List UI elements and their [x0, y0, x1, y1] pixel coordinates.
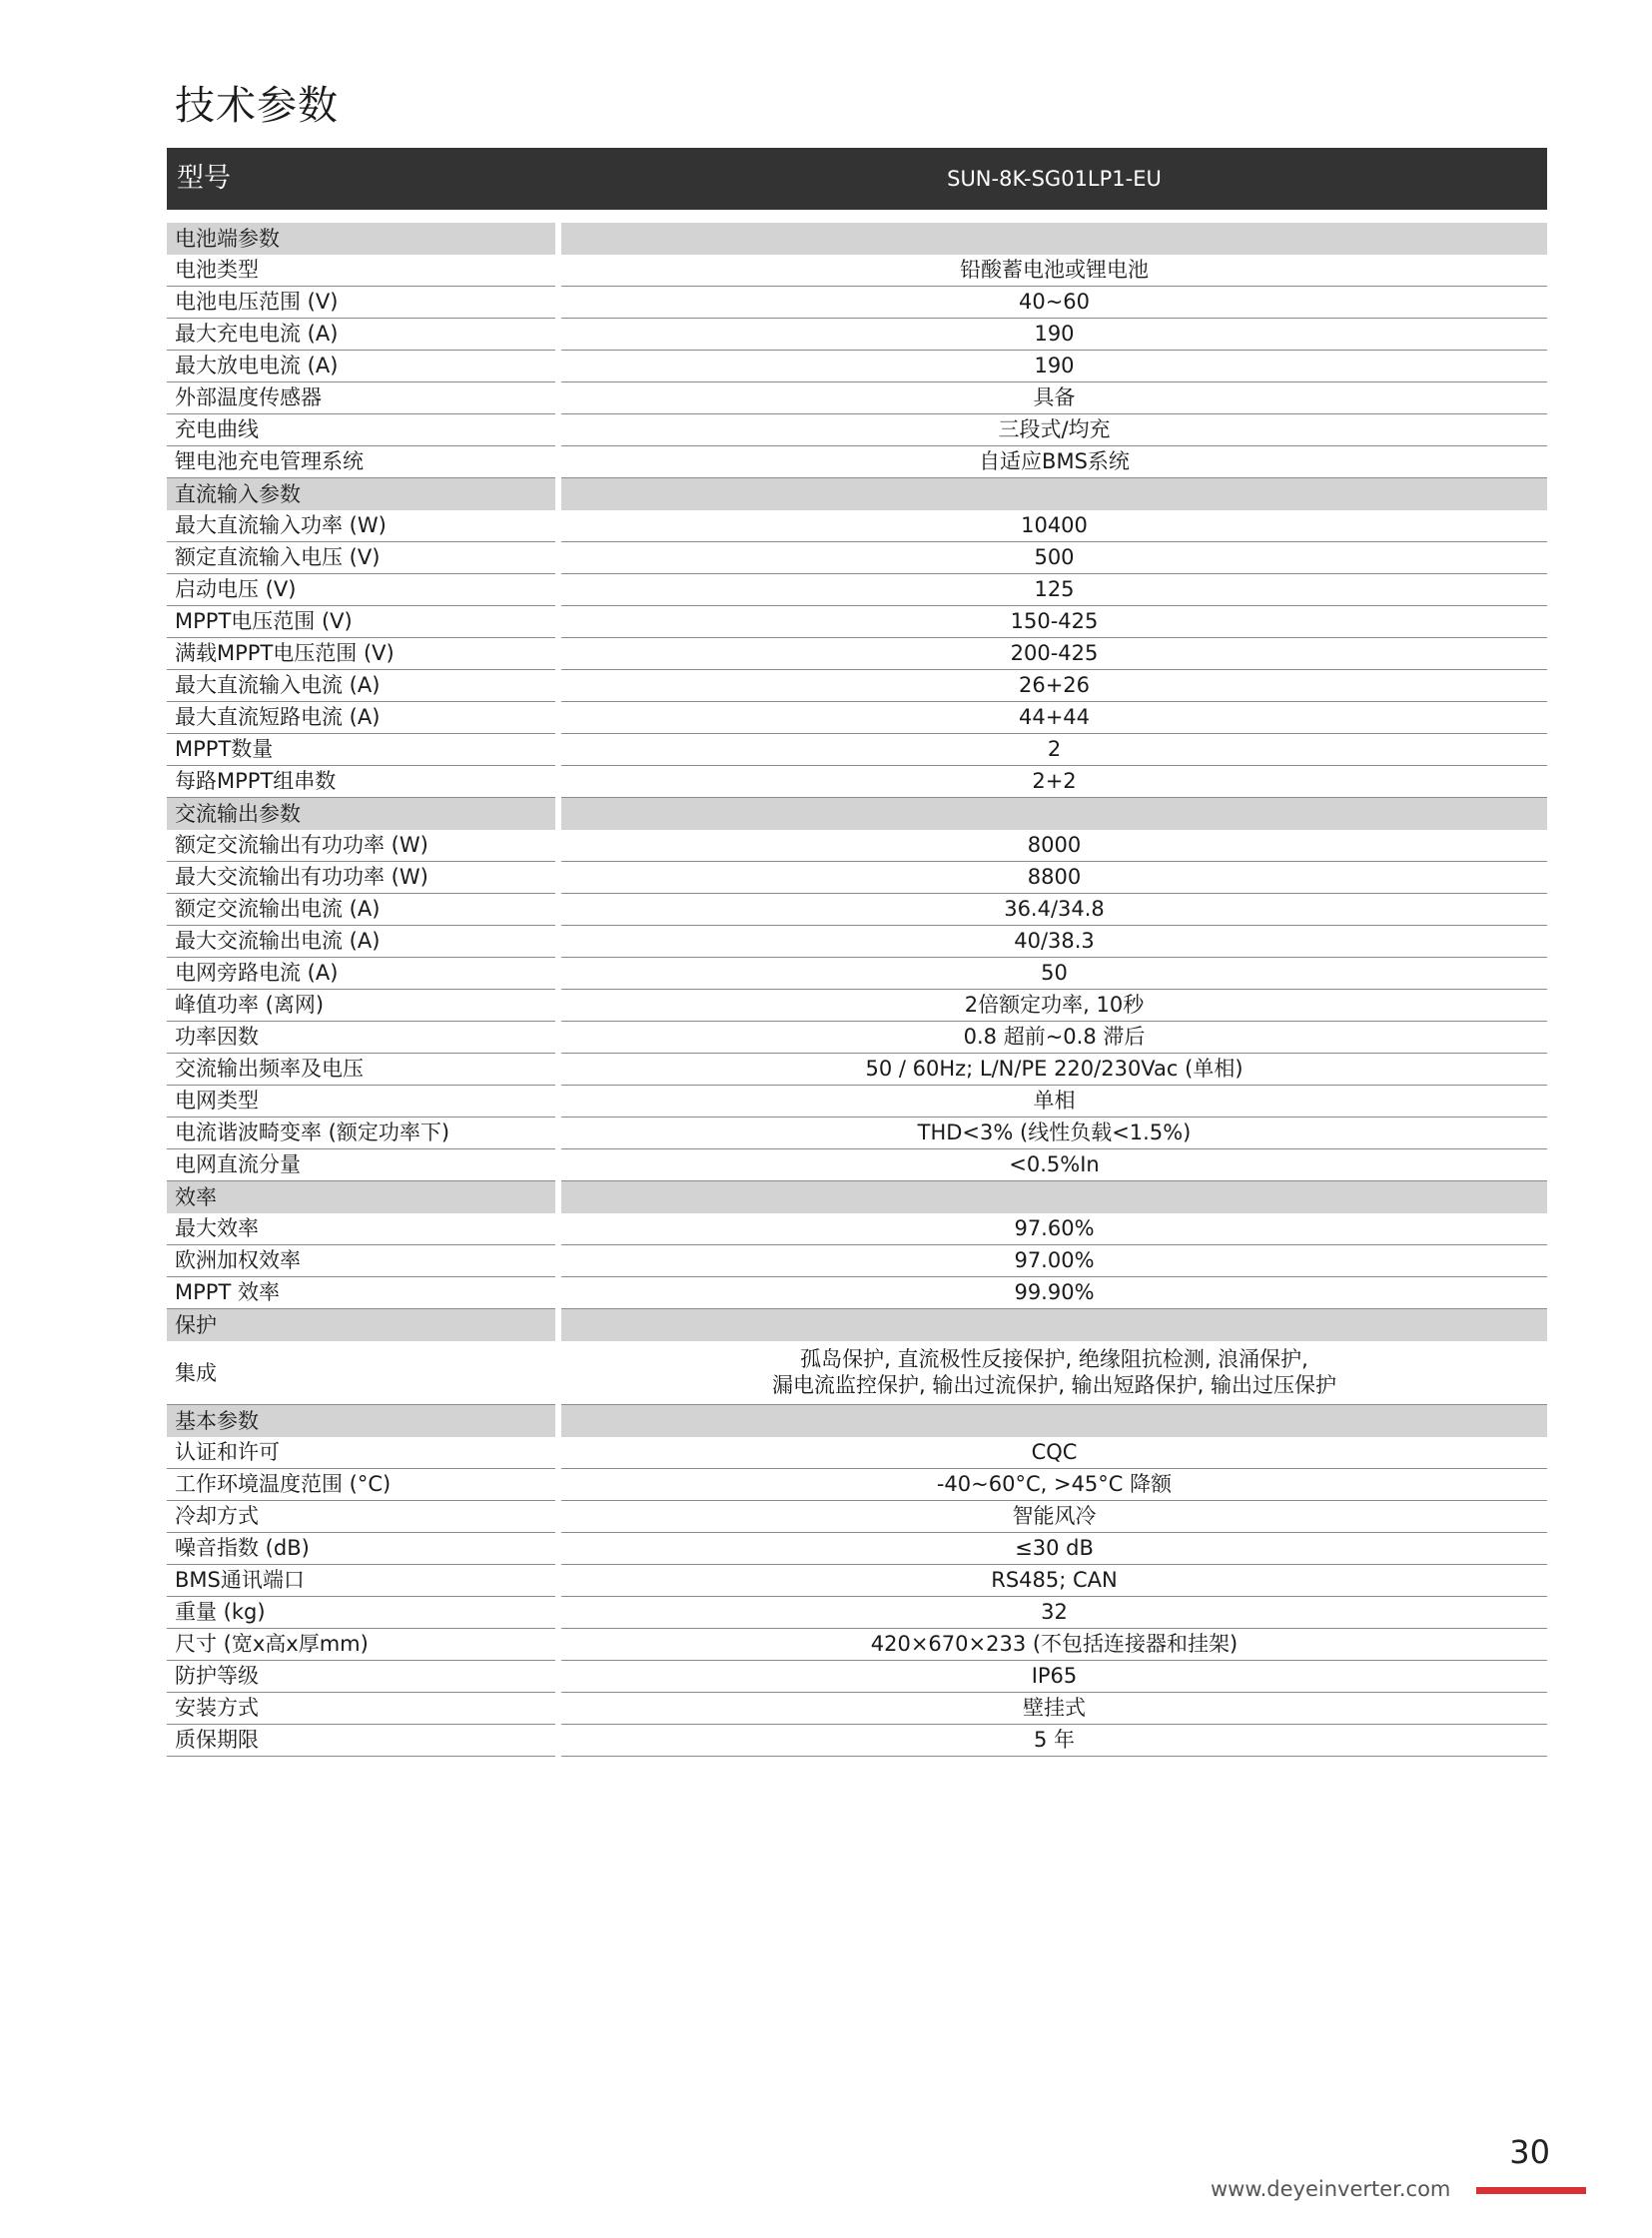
section-title: 效率 — [167, 1181, 555, 1213]
param-value: 10400 — [561, 510, 1547, 542]
table-row — [167, 574, 1547, 606]
param-name: 最大效率 — [167, 1213, 555, 1245]
param-name: 欧洲加权效率 — [167, 1245, 555, 1277]
param-name: 电池电压范围 (V) — [167, 287, 555, 319]
section-value-cell — [561, 1309, 1547, 1341]
param-name: 电网直流分量 — [167, 1149, 555, 1181]
param-name: 电池类型 — [167, 255, 555, 287]
model-header-bar — [167, 148, 1547, 210]
param-name: 防护等级 — [167, 1661, 555, 1693]
param-value-line: 孤岛保护, 直流极性反接保护, 绝缘阻抗检测, 浪涌保护, — [800, 1347, 1308, 1371]
param-value: 铅酸蓄电池或锂电池 — [561, 255, 1547, 287]
page-title: 技术参数 — [175, 83, 339, 129]
model-label: 型号 — [177, 163, 231, 194]
param-value: 8800 — [561, 862, 1547, 894]
param-name: 工作环境温度范围 (°C) — [167, 1469, 555, 1501]
table-row — [167, 1725, 1547, 1757]
param-value: 97.00% — [561, 1245, 1547, 1277]
section-title: 保护 — [167, 1309, 555, 1341]
param-value: THD<3% (线性负载<1.5%) — [561, 1118, 1547, 1149]
param-name: 峰值功率 (离网) — [167, 990, 555, 1022]
param-name: 电流谐波畸变率 (额定功率下) — [167, 1118, 555, 1149]
param-value: CQC — [561, 1437, 1547, 1469]
table-row — [167, 702, 1547, 734]
param-name: 每路MPPT组串数 — [167, 766, 555, 798]
param-name: 交流输出频率及电压 — [167, 1054, 555, 1086]
table-row — [167, 287, 1547, 319]
param-value: 50 / 60Hz; L/N/PE 220/230Vac (单相) — [561, 1054, 1547, 1086]
param-name: 噪音指数 (dB) — [167, 1533, 555, 1565]
param-name: 质保期限 — [167, 1725, 555, 1757]
param-name: MPPT电压范围 (V) — [167, 606, 555, 638]
table-row — [167, 1118, 1547, 1149]
table-row — [167, 1245, 1547, 1277]
param-value: 2+2 — [561, 766, 1547, 798]
param-value: <0.5%In — [561, 1149, 1547, 1181]
table-row — [167, 1597, 1547, 1629]
param-value-line: 漏电流监控保护, 输出过流保护, 输出短路保护, 输出过压保护 — [771, 1373, 1337, 1397]
param-value: -40~60°C, >45°C 降额 — [561, 1469, 1547, 1501]
footer-accent-bar — [1476, 2187, 1586, 2194]
table-row — [167, 1629, 1547, 1661]
param-name: 最大直流输入功率 (W) — [167, 510, 555, 542]
param-value: 125 — [561, 574, 1547, 606]
param-name: 最大交流输出有功功率 (W) — [167, 862, 555, 894]
table-row — [167, 542, 1547, 574]
spec-table — [167, 223, 1547, 1757]
table-row — [167, 1022, 1547, 1054]
param-name: 满载MPPT电压范围 (V) — [167, 638, 555, 670]
table-row — [167, 319, 1547, 351]
table-row — [167, 894, 1547, 926]
param-value: 40~60 — [561, 287, 1547, 319]
section-header — [167, 1405, 1547, 1437]
param-name: 冷却方式 — [167, 1501, 555, 1533]
table-row — [167, 446, 1547, 478]
section-title: 直流输入参数 — [167, 478, 555, 510]
param-value: ≤30 dB — [561, 1533, 1547, 1565]
table-row — [167, 606, 1547, 638]
section-value-cell — [561, 223, 1547, 255]
param-name: 锂电池充电管理系统 — [167, 446, 555, 478]
param-name: 尺寸 (宽x高x厚mm) — [167, 1629, 555, 1661]
table-row — [167, 1693, 1547, 1725]
param-value: 三段式/均充 — [561, 414, 1547, 446]
table-row — [167, 1661, 1547, 1693]
param-value: RS485; CAN — [561, 1565, 1547, 1597]
param-value: 2 — [561, 734, 1547, 766]
table-row — [167, 1565, 1547, 1597]
param-name: 最大充电电流 (A) — [167, 319, 555, 351]
param-name: BMS通讯端口 — [167, 1565, 555, 1597]
table-row — [167, 382, 1547, 414]
section-header — [167, 1181, 1547, 1213]
param-value: 500 — [561, 542, 1547, 574]
section-value-cell — [561, 798, 1547, 830]
param-value: 99.90% — [561, 1277, 1547, 1309]
param-name: 充电曲线 — [167, 414, 555, 446]
table-row — [167, 1086, 1547, 1118]
table-row — [167, 1277, 1547, 1309]
param-name: 最大直流短路电流 (A) — [167, 702, 555, 734]
param-name: 最大交流输出电流 (A) — [167, 926, 555, 958]
table-row — [167, 638, 1547, 670]
param-name: 额定交流输出有功功率 (W) — [167, 830, 555, 862]
param-name: 启动电压 (V) — [167, 574, 555, 606]
table-row — [167, 990, 1547, 1022]
param-name: 电网类型 — [167, 1086, 555, 1118]
section-value-cell — [561, 1181, 1547, 1213]
param-name: 最大直流输入电流 (A) — [167, 670, 555, 702]
param-name: 最大放电电流 (A) — [167, 351, 555, 382]
table-row — [167, 1213, 1547, 1245]
param-value: 自适应BMS系统 — [561, 446, 1547, 478]
table-row — [167, 1341, 1547, 1405]
param-name: 认证和许可 — [167, 1437, 555, 1469]
table-row — [167, 670, 1547, 702]
param-value: 97.60% — [561, 1213, 1547, 1245]
param-name: 额定交流输出电流 (A) — [167, 894, 555, 926]
footer-url[interactable]: www.deyeinverter.com — [1211, 2177, 1451, 2201]
table-row — [167, 1054, 1547, 1086]
param-value: 150-425 — [561, 606, 1547, 638]
table-row — [167, 351, 1547, 382]
table-row — [167, 1469, 1547, 1501]
table-row — [167, 510, 1547, 542]
table-row — [167, 1533, 1547, 1565]
param-value: 2倍额定功率, 10秒 — [561, 990, 1547, 1022]
table-row — [167, 766, 1547, 798]
section-value-cell — [561, 1405, 1547, 1437]
table-row — [167, 958, 1547, 990]
param-value: IP65 — [561, 1661, 1547, 1693]
table-row — [167, 1149, 1547, 1181]
table-row — [167, 1437, 1547, 1469]
param-value: 36.4/34.8 — [561, 894, 1547, 926]
param-value: 40/38.3 — [561, 926, 1547, 958]
param-name: 额定直流输入电压 (V) — [167, 542, 555, 574]
param-value: 200-425 — [561, 638, 1547, 670]
param-name: MPPT数量 — [167, 734, 555, 766]
param-value: 420×670×233 (不包括连接器和挂架) — [561, 1629, 1547, 1661]
param-value: 智能风冷 — [561, 1501, 1547, 1533]
model-value: SUN-8K-SG01LP1-EU — [947, 167, 1162, 191]
param-value: 26+26 — [561, 670, 1547, 702]
section-title: 基本参数 — [167, 1405, 555, 1437]
section-value-cell — [561, 478, 1547, 510]
table-row — [167, 1501, 1547, 1533]
param-value: 50 — [561, 958, 1547, 990]
table-row — [167, 862, 1547, 894]
param-value: 0.8 超前~0.8 滞后 — [561, 1022, 1547, 1054]
param-value: 具备 — [561, 382, 1547, 414]
param-value: 190 — [561, 319, 1547, 351]
param-name: 安装方式 — [167, 1693, 555, 1725]
param-value — [561, 1341, 1547, 1405]
param-value: 32 — [561, 1597, 1547, 1629]
param-name: 重量 (kg) — [167, 1597, 555, 1629]
section-header — [167, 478, 1547, 510]
table-row — [167, 414, 1547, 446]
param-value: 190 — [561, 351, 1547, 382]
param-name: MPPT 效率 — [167, 1277, 555, 1309]
section-title: 交流输出参数 — [167, 798, 555, 830]
param-name: 集成 — [167, 1341, 555, 1405]
page-number: 30 — [1509, 2133, 1550, 2171]
param-value: 壁挂式 — [561, 1693, 1547, 1725]
param-value: 单相 — [561, 1086, 1547, 1118]
section-header — [167, 798, 1547, 830]
table-row — [167, 830, 1547, 862]
param-value: 44+44 — [561, 702, 1547, 734]
table-row — [167, 926, 1547, 958]
table-row — [167, 734, 1547, 766]
section-title: 电池端参数 — [167, 223, 555, 255]
param-name: 电网旁路电流 (A) — [167, 958, 555, 990]
param-name: 外部温度传感器 — [167, 382, 555, 414]
section-header — [167, 1309, 1547, 1341]
section-header — [167, 223, 1547, 255]
table-row — [167, 255, 1547, 287]
param-name: 功率因数 — [167, 1022, 555, 1054]
param-value: 5 年 — [561, 1725, 1547, 1757]
param-value: 8000 — [561, 830, 1547, 862]
